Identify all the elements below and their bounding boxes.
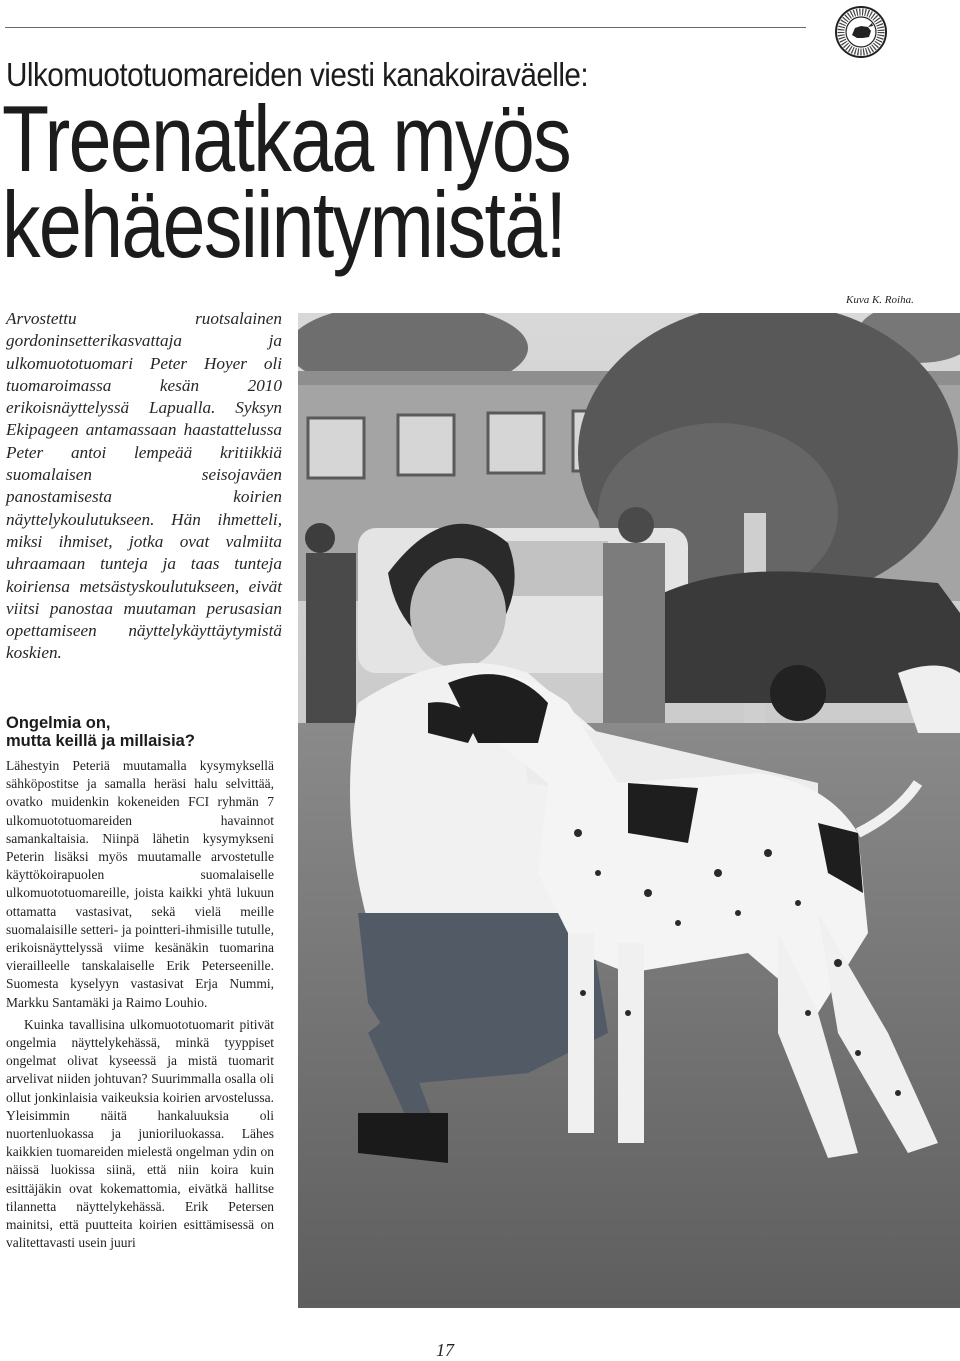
article-body bbox=[6, 757, 274, 1252]
section-subhead bbox=[6, 714, 282, 750]
page-number: 17 bbox=[436, 1340, 454, 1360]
club-seal-icon bbox=[828, 4, 894, 60]
article-photo bbox=[298, 313, 960, 1308]
top-rule bbox=[5, 27, 806, 28]
subhead-line-1: Ongelmia on, bbox=[6, 714, 111, 732]
article-lead: Arvostettu ruotsalainen gordoninsetterikasvattaja ja ulkomuototuomari Peter Hoyer oli tuomaroimassa kesän 2010 erikoisnäyttelyssä Lapualla. Syksyn Ekipageen antamassaan haastattelussa Peter antoi lempeää kritiikkiä suomalaisen seisojaväen panostamisesta koirien näyttelykoulutukseen. Hän ihmetteli, miksi ihmiset, jotka ovat valmiita uhraamaan tunteja ja taas tunteja koiriensa metsästyskoulutukseen, eivät viitsi panostaa muutaman perusasian opettamiseen näyttelykäyttäytymistä koskien. bbox=[6, 309, 282, 663]
headline-line-1: Treenatkaa myös bbox=[2, 86, 571, 191]
subhead-line-2: mutta keillä ja millaisia? bbox=[6, 732, 195, 750]
body-paragraph: Kuinka tavallisina ulkomuototuomarit pitivät ongelmia näyttelykehässä, minkä tyyppiset ongelmat olivat kyseessä ja mistä tuomarit arvelivat niiden johtuvan? Suurimmalla osalla oli ollut jonkinlaisia vaikeuksia koirien arvostelussa. Yleisimmin näitä hankaluuksia oli nuortenluokassa ja junioriluokassa. Lähes kaikkien tuomareiden mielestä ongelman ydin on näissä luokissa siinä, että niin koira kuin esittäjäkin ovat kokemattomia, eivätkä hallitse tilannetta näyttelykehässä. Erik Petersen mainitsi, että puutteita koirien esittämisessä on valitettavasti usein juuri bbox=[6, 1016, 274, 1251]
article-kicker: Ulkomuototuomareiden viesti kanakoiraväelle: bbox=[6, 56, 589, 93]
article-headline bbox=[2, 86, 740, 277]
headline-line-2: kehäesiintymistä! bbox=[2, 172, 566, 277]
body-paragraph: Lähestyin Peteriä muutamalla kysymyksellä sähköpostitse ja samalla heräsi halu selvittää, ovatko muidenkin kokeneiden FCI ryhmän 7 ulkomuototuomareiden havainnot samankaltaisia. Niinpä lähetin kysymykseni Peterin lisäksi myös muutamalle arvostetulle käyttökoirapuolen suomalaiselle ulkomuototuomareille, joista kaikki yhtä lukuun ottamatta vastasivat, sekä vielä meille suomalaisille setteri- ja pointteri-ihmisille tutulle, erikoisnäyttelyssä viime kesänäkin tuomarina vierailleelle tanskalaiselle Erik Peterseenille. Suomesta kyselyyn vastasivat Erja Nummi, Markku Santamäki ja Raimo Louhio. bbox=[6, 758, 274, 1010]
photo-credit: Kuva K. Roiha. bbox=[846, 294, 914, 306]
